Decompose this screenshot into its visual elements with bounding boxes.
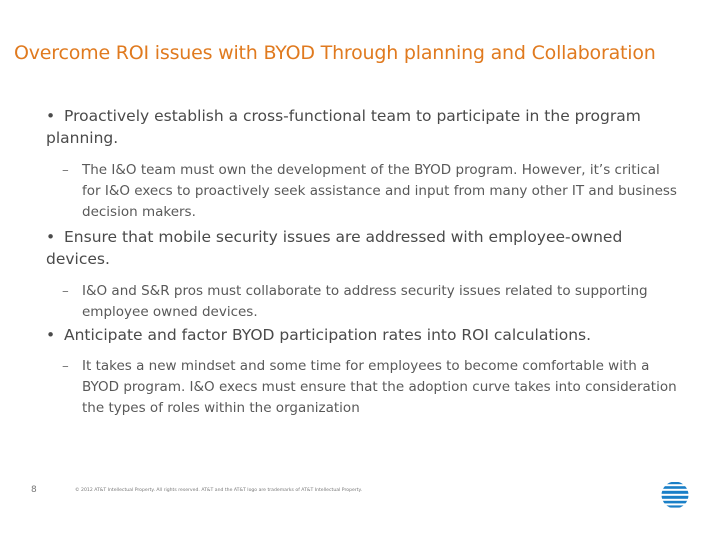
sub-bullet-text: The I&O team must own the development of the BYOD program. However, it’s critical for I&O execs to proactively seek assistance and input from many other IT and business decision makers. <box>82 162 677 220</box>
slide-title: Overcome ROI issues with BYOD Through planning and Collaboration <box>14 42 656 64</box>
bullet-text: Anticipate and factor BYOD participation rates into ROI calculations. <box>64 326 592 344</box>
bullet-marker: • <box>46 228 56 246</box>
page-number: 8 <box>31 485 37 495</box>
bullet-text: Ensure that mobile security issues are addressed with employee-owned devices. <box>46 228 623 268</box>
sub-bullet-text: It takes a new mindset and some time for employees to become comfortable with a BYOD program. I&O execs must ensure that the adoption curve takes into consideration the types of roles within the organization <box>82 358 677 416</box>
sub-bullet-1 <box>62 160 682 223</box>
dash-marker: – <box>62 162 69 178</box>
bullet-marker: • <box>46 107 56 125</box>
bullet-1 <box>46 105 676 149</box>
sub-bullet-text: I&O and S&R pros must collaborate to address security issues related to supporting employee owned devices. <box>82 283 648 320</box>
sub-bullet-2 <box>62 281 682 323</box>
bullet-marker: • <box>46 326 56 344</box>
bullet-2 <box>46 226 676 270</box>
dash-marker: – <box>62 283 69 299</box>
sub-bullet-3 <box>62 356 682 419</box>
dash-marker: – <box>62 358 69 374</box>
bullet-3 <box>46 324 686 346</box>
att-globe-logo <box>660 480 690 510</box>
bullet-text: Proactively establish a cross-functional team to participate in the program planning. <box>46 107 641 147</box>
copyright-notice: © 2012 AT&T Intellectual Property. All rights reserved. AT&T and the AT&T logo are trademarks of AT&T Intellectual Property. <box>75 488 363 493</box>
